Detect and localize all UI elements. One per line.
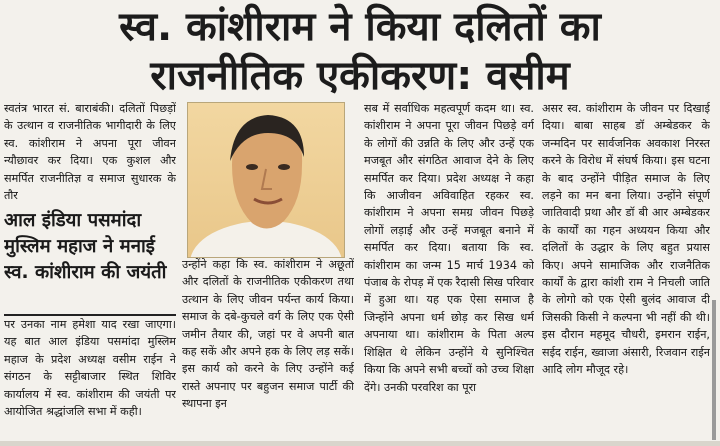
headline-line-1: स्व. कांशीराम ने किया दलितों का xyxy=(119,4,601,50)
scroll-edge xyxy=(712,300,716,440)
column-4-text: असर स्व. कांशीराम के जीवन पर दिखाई दिया। बाबा साहब डॉ अम्बेडकर के जन्मदिन पर सार्वजनिक अवकाश निरस्त करने के विरोध में संघर्ष किया। इस घटना के बाद उन्होंने पीड़ित समाज के लिए लड़ने का मन बना लिया। उन्होंने संपूर्ण जातिवादी प्रथा और डॉ बी आर अम्बेडकर के कार्यों का गहन अध्ययन किया और दलितों के उद्धार के लिए बहुत प्रयास किए। अपने सामाजिक और राजनैतिक कार्यों के द्वारा कांशी राम ने निचली जाति के लोगो को एक ऐसी बुलंद आवाज दी जिसकी किसी ने कल्पना भी नहीं की थी। इस दौरान महमूद चौधरी, इमरान राईन, सईद राईन, ख्वाजा अंसारी, रिजवान राईन आदि लोग मौजूद रहे। xyxy=(542,102,710,377)
column-2-text: उन्होंने कहा कि स्व. कांशीराम ने अछूतों और दलितों के राजनीतिक एकीकरण तथा उत्थान के लिए जीवन पर्यन्त कार्य किया। समाज के दबे-कुचले वर्ग के लिए एक ऐसी जमीन तैयार की, जहां पर वे अपनी बात कह सकें और अपने हक के लिए लड़ सकें। इस कार्य को करने के लिए उन्होंने कई रास्ते अपनाए पर बहुजन समाज पार्टी की स्थापना इन xyxy=(182,258,354,411)
headline-line-2: राजनीतिक एकीकरण: वसीम xyxy=(150,53,570,99)
headline xyxy=(0,0,720,102)
portrait-icon xyxy=(188,103,344,257)
column-1-top-text: स्वतंत्र भारत सं. बाराबंकी। दलितों पिछड़ों के उत्थान व राजनीतिक भागीदारी के लिए स्व. कांशीराम ने अपना पूरा जीवन न्यौछावर कर दिया। एक कुशल और समर्पित राजनीतिज्ञ व समाज सुधारक के तौर xyxy=(4,102,176,203)
portrait-photo xyxy=(187,102,345,258)
bottom-edge xyxy=(0,441,720,446)
column-3-text: सब में सर्वाधिक महत्वपूर्ण कदम था। स्व. कांशीराम ने अपना पूरा जीवन पिछड़े वर्ग के लोगों की उन्नति के लिए और उन्हें एक मजबूत और संगठित आवाज देने के लिए समर्पित कर दिया। प्रदेश अध्यक्ष ने कहा कि आजीवन अविवाहित रहकर स्व. कांशीराम ने अपना समग्र जीवन पिछड़े लोगों लड़ाई और उन्हें मजबूत बनाने में समर्पित कर दिया। बताया कि स्व. कांशीराम का जन्म 15 मार्च 1934 को पंजाब के रोपड़ में एक रैदासी सिख परिवार में हुआ था। यह एक ऐसा समाज है जिन्होंने अपना धर्म छोड़ कर सिख धर्म अपनाया था। कांशीराम के पिता अल्प शिक्षित थे लेकिन उन्होंने ये सुनिश्चित किया कि अपने सभी बच्चों को उच्च शिक्षा देंगे। उनकी परवरिश का पूरा xyxy=(364,102,534,394)
column-1-bottom-text: पर उनका नाम हमेशा याद रखा जाएगा। यह बात आल इंडिया पसमांदा मुस्लिम महाज के प्रदेश अध्यक्ष वसीम राईन ने संगठन के सट्टीबाजार स्थित शिविर कार्यालय में स्व. कांशीराम की जयंती पर आयोजित श्रद्धांजलि सभा में कही। xyxy=(4,318,176,419)
subheadline: आल इंडिया पसमांदा मुस्लिम महाज ने मनाई स्व. कांशीराम की जयंती xyxy=(4,208,176,316)
